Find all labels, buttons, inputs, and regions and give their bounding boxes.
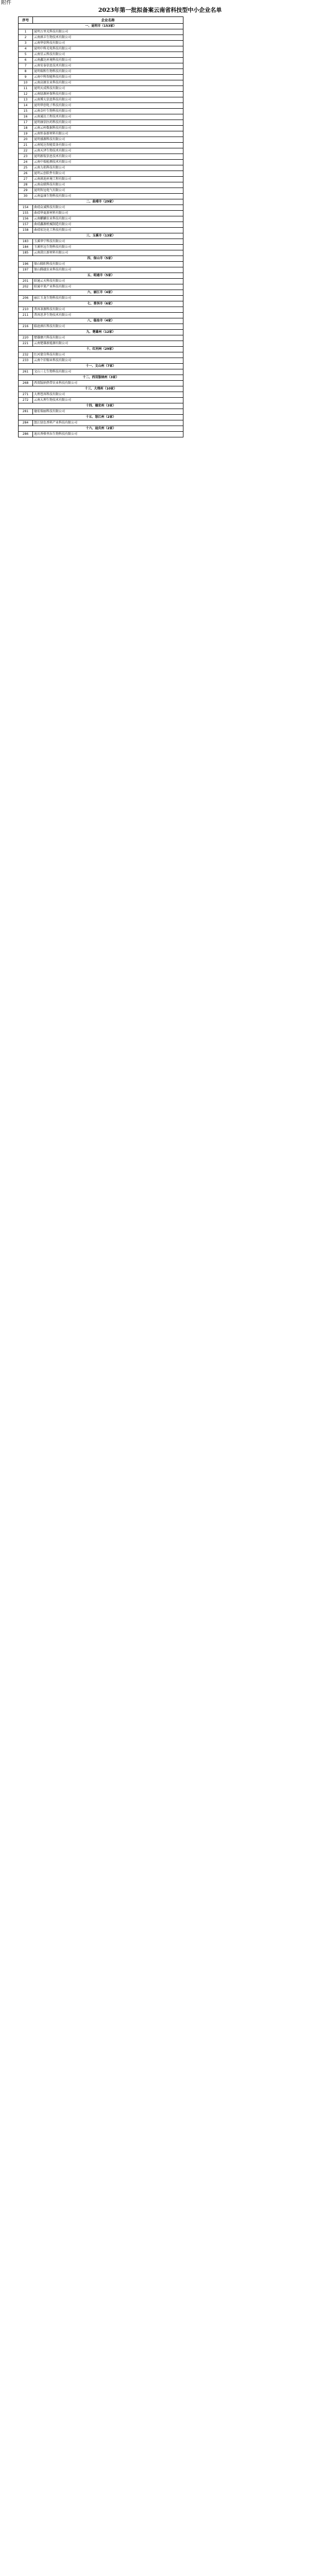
row-index: 11 [19, 86, 33, 92]
row-index: 268 [19, 381, 33, 386]
company-name: 普洱茶源科技有限公司 [33, 307, 183, 313]
row-index: 26 [19, 171, 33, 177]
row-index: 10 [19, 80, 33, 86]
section-header-row [19, 273, 183, 279]
company-name: 昆明云创软件有限公司 [33, 171, 183, 177]
company-name: 云南天泽生物技术有限公司 [33, 148, 183, 154]
table-row [19, 284, 183, 290]
section-header-row [19, 415, 183, 420]
row-index: 156 [19, 216, 33, 222]
company-name: 大理苍洱科技有限公司 [33, 392, 183, 398]
row-index: 4 [19, 46, 33, 52]
table-row [19, 126, 183, 131]
row-index: 201 [19, 279, 33, 284]
row-index: 272 [19, 398, 33, 403]
row-index: 233 [19, 358, 33, 364]
company-name: 云南鑫达环境科技有限公司 [33, 58, 183, 63]
row-index: 29 [19, 188, 33, 194]
company-name: 保山腾越农业科技有限公司 [33, 267, 183, 273]
section-header-row [19, 375, 183, 381]
section-label: 一、昆明市（153家） [19, 24, 183, 29]
table-row [19, 63, 183, 69]
table-row [19, 211, 183, 216]
company-name: 迪庆香格里拉生物科技有限公司 [33, 432, 183, 437]
section-label: 十六、迪庆州（2家） [19, 426, 183, 432]
company-name: 云南绿源环保科技有限公司 [33, 92, 183, 97]
section-header-row [19, 318, 183, 324]
row-index: 6 [19, 58, 33, 63]
company-name: 云南博大信息科技有限公司 [33, 97, 183, 103]
company-name: 玉溪恒远生物科技有限公司 [33, 245, 183, 250]
company-name: 云南恒泰新材料有限公司 [33, 131, 183, 137]
table-row [19, 35, 183, 41]
table-row [19, 279, 183, 284]
section-label: 八、临沧市（4家） [19, 318, 183, 324]
document-title: 2023年第一批拟备案云南省科技型中小企业名单 [98, 7, 222, 13]
section-label: 四、保山市（5家） [19, 256, 183, 262]
row-index: 185 [19, 250, 33, 256]
row-index: 210 [19, 307, 33, 313]
company-name: 云南个旧锡业科技有限公司 [33, 358, 183, 364]
table-row [19, 171, 183, 177]
table-row [19, 188, 183, 194]
section-label: 十一、文山州（7家） [19, 364, 183, 369]
company-roster-table [18, 16, 183, 437]
table-row [19, 262, 183, 267]
company-name: 丽江玉龙生物科技有限公司 [33, 296, 183, 301]
table-header-row [19, 17, 183, 24]
table-row [19, 352, 183, 358]
company-name: 保山隆阳科技有限公司 [33, 262, 183, 267]
section-label: 十四、德宏州（3家） [19, 403, 183, 409]
row-index: 232 [19, 352, 33, 358]
section-label: 九、楚雄州（12家） [19, 330, 183, 335]
row-index: 286 [19, 432, 33, 437]
table-row [19, 381, 183, 386]
table-row [19, 307, 183, 313]
row-index: 19 [19, 131, 33, 137]
row-index: 23 [19, 154, 33, 160]
section-header-row [19, 24, 183, 29]
company-name: 云南华信科技有限公司 [33, 41, 183, 46]
row-index: 155 [19, 211, 33, 216]
section-header-row [19, 426, 183, 432]
table-row [19, 239, 183, 245]
row-index: 12 [19, 92, 33, 97]
section-header-row [19, 233, 183, 239]
table-row [19, 131, 183, 137]
section-header-row [19, 290, 183, 296]
company-name: 云南滇池环境工程有限公司 [33, 177, 183, 182]
company-name: 红河蒙自科技有限公司 [33, 352, 183, 358]
company-name: 怒江绿色香料产业科技有限公司 [33, 420, 183, 426]
row-index: 154 [19, 205, 33, 211]
row-index: 25 [19, 165, 33, 171]
company-name: 文山三七生物科技有限公司 [33, 369, 183, 375]
company-name: 云南高原农业科技有限公司 [33, 80, 183, 86]
company-name: 昆明万里光科技有限公司 [33, 29, 183, 35]
company-name: 云南锐达智能装备有限公司 [33, 143, 183, 148]
company-name: 云南通达工程技术有限公司 [33, 114, 183, 120]
section-label: 二、曲靖市（29家） [19, 199, 183, 205]
company-name: 云南力拓科技有限公司 [33, 165, 183, 171]
table-row [19, 250, 183, 256]
row-index: 18 [19, 126, 33, 131]
company-name: 云南星云科技有限公司 [33, 52, 183, 58]
company-name: 云南楚雄新能源有限公司 [33, 341, 183, 347]
table-row [19, 409, 183, 415]
company-name: 曲靖众诚科技有限公司 [33, 205, 183, 211]
table-row [19, 114, 183, 120]
table-row [19, 182, 183, 188]
table-row [19, 313, 183, 318]
table-row [19, 177, 183, 182]
row-index: 21 [19, 143, 33, 148]
section-label: 六、丽江市（4家） [19, 290, 183, 296]
table-row [19, 80, 183, 86]
table-row [19, 296, 183, 301]
row-index: 17 [19, 120, 33, 126]
section-label: 七、普洱市（6家） [19, 301, 183, 307]
row-index: 13 [19, 97, 33, 103]
row-index: 220 [19, 335, 33, 341]
table-row [19, 58, 183, 63]
company-name: 云南金叶生物科技有限公司 [33, 109, 183, 114]
row-index: 196 [19, 262, 33, 267]
section-label: 十三、大理州（10家） [19, 386, 183, 392]
table-row [19, 154, 183, 160]
section-label: 五、昭通市（5家） [19, 273, 183, 279]
table-row [19, 75, 183, 80]
row-index: 157 [19, 222, 33, 228]
table-row [19, 109, 183, 114]
table-row [19, 228, 183, 233]
table-row [19, 324, 183, 330]
section-label: 三、玉溪市（13家） [19, 233, 183, 239]
row-index: 281 [19, 409, 33, 415]
table-row [19, 52, 183, 58]
table-row [19, 194, 183, 199]
row-index: 261 [19, 369, 33, 375]
company-name: 昆明盛源科技有限公司 [33, 137, 183, 143]
table-row [19, 267, 183, 273]
table-row [19, 392, 183, 398]
row-index: 2 [19, 35, 33, 41]
section-header-row [19, 403, 183, 409]
table-row [19, 41, 183, 46]
table-row [19, 335, 183, 341]
row-index: 211 [19, 313, 33, 318]
company-name: 西双版纳热带农业科技有限公司 [33, 381, 183, 386]
table-row [19, 46, 183, 52]
company-name: 云南云岭数据科技有限公司 [33, 126, 183, 131]
table-row [19, 92, 183, 97]
section-header-row [19, 256, 183, 262]
company-name: 云南大理生物技术有限公司 [33, 398, 183, 403]
table-row [19, 160, 183, 165]
company-name: 云南中科智能科技有限公司 [33, 75, 183, 80]
table-row [19, 137, 183, 143]
company-name: 昆明智远电气有限公司 [33, 188, 183, 194]
section-header-row [19, 364, 183, 369]
row-index: 3 [19, 41, 33, 46]
company-name: 曲靖华夏新材料有限公司 [33, 211, 183, 216]
row-index: 30 [19, 194, 33, 199]
row-index: 271 [19, 392, 33, 398]
table-row [19, 420, 183, 426]
column-header-index: 序号 [19, 17, 33, 24]
row-index: 221 [19, 341, 33, 347]
table-row [19, 205, 183, 211]
table-row [19, 369, 183, 375]
table-row [19, 216, 183, 222]
roster-body [19, 24, 183, 437]
table-row [19, 398, 183, 403]
row-index: 183 [19, 239, 33, 245]
company-name: 云南众联科技有限公司 [33, 182, 183, 188]
table-row [19, 97, 183, 103]
company-name: 云南澄江新材料有限公司 [33, 250, 183, 256]
section-header-row [19, 301, 183, 307]
table-row [19, 341, 183, 347]
section-header-row [19, 347, 183, 352]
row-index: 9 [19, 75, 33, 80]
section-label: 十二、西双版纳州（3家） [19, 375, 183, 381]
row-index: 202 [19, 284, 33, 290]
company-name: 曲靖宏达化工科技有限公司 [33, 228, 183, 233]
company-name: 普洱思茅生物技术有限公司 [33, 313, 183, 318]
column-header-company: 企业名称 [33, 17, 183, 24]
table-row [19, 245, 183, 250]
table-row [19, 29, 183, 35]
table-row [19, 143, 183, 148]
row-index: 20 [19, 137, 33, 143]
row-index: 14 [19, 103, 33, 109]
row-index: 16 [19, 114, 33, 120]
row-index: 7 [19, 63, 33, 69]
table-row [19, 165, 183, 171]
row-index: 216 [19, 324, 33, 330]
table-row [19, 432, 183, 437]
section-header-row [19, 386, 183, 392]
row-index: 158 [19, 228, 33, 233]
table-row [19, 86, 183, 92]
company-name: 云南安泰信息技术有限公司 [33, 63, 183, 69]
table-row [19, 120, 183, 126]
row-index: 15 [19, 109, 33, 114]
table-row [19, 103, 183, 109]
row-index: 22 [19, 148, 33, 154]
company-name: 楚雄彝兴科技有限公司 [33, 335, 183, 341]
company-name: 云南麒麟农业科技有限公司 [33, 216, 183, 222]
section-label: 十五、怒江州（2家） [19, 415, 183, 420]
company-name: 云南中瑞检测技术有限公司 [33, 160, 183, 165]
row-index: 197 [19, 267, 33, 273]
company-name: 云南益康生物科技有限公司 [33, 194, 183, 199]
section-header-row [19, 199, 183, 205]
company-name: 玉溪华宁科技有限公司 [33, 239, 183, 245]
table-row [19, 222, 183, 228]
section-header-row [19, 330, 183, 335]
row-index: 8 [19, 69, 33, 75]
row-index: 284 [19, 420, 33, 426]
row-index: 184 [19, 245, 33, 250]
row-index: 27 [19, 177, 33, 182]
table-row [19, 69, 183, 75]
table-row [19, 358, 183, 364]
company-name: 昆明天成科技有限公司 [33, 86, 183, 92]
row-index: 24 [19, 160, 33, 165]
company-name: 昆明华创电子科技有限公司 [33, 103, 183, 109]
company-name: 昆明新航信息技术有限公司 [33, 154, 183, 160]
section-label: 十、红河州（29家） [19, 347, 183, 352]
company-name: 昭通云天科技有限公司 [33, 279, 183, 284]
company-name: 昆明康信医药科技有限公司 [33, 120, 183, 126]
row-index: 5 [19, 52, 33, 58]
company-name: 昭通苹果产业科技有限公司 [33, 284, 183, 290]
row-index: 1 [19, 29, 33, 35]
company-name: 云南滇丰生物技术有限公司 [33, 35, 183, 41]
attachment-label: 附件 [1, 0, 11, 6]
table-row [19, 148, 183, 154]
company-name: 临沧滇红科技有限公司 [33, 324, 183, 330]
company-name: 昆明瑞和生物科技有限公司 [33, 69, 183, 75]
company-name: 曲靖鑫源机械制造有限公司 [33, 222, 183, 228]
company-name: 昆明中科光电科技有限公司 [33, 46, 183, 52]
row-index: 206 [19, 296, 33, 301]
company-name: 德宏瑞丽科技有限公司 [33, 409, 183, 415]
row-index: 28 [19, 182, 33, 188]
